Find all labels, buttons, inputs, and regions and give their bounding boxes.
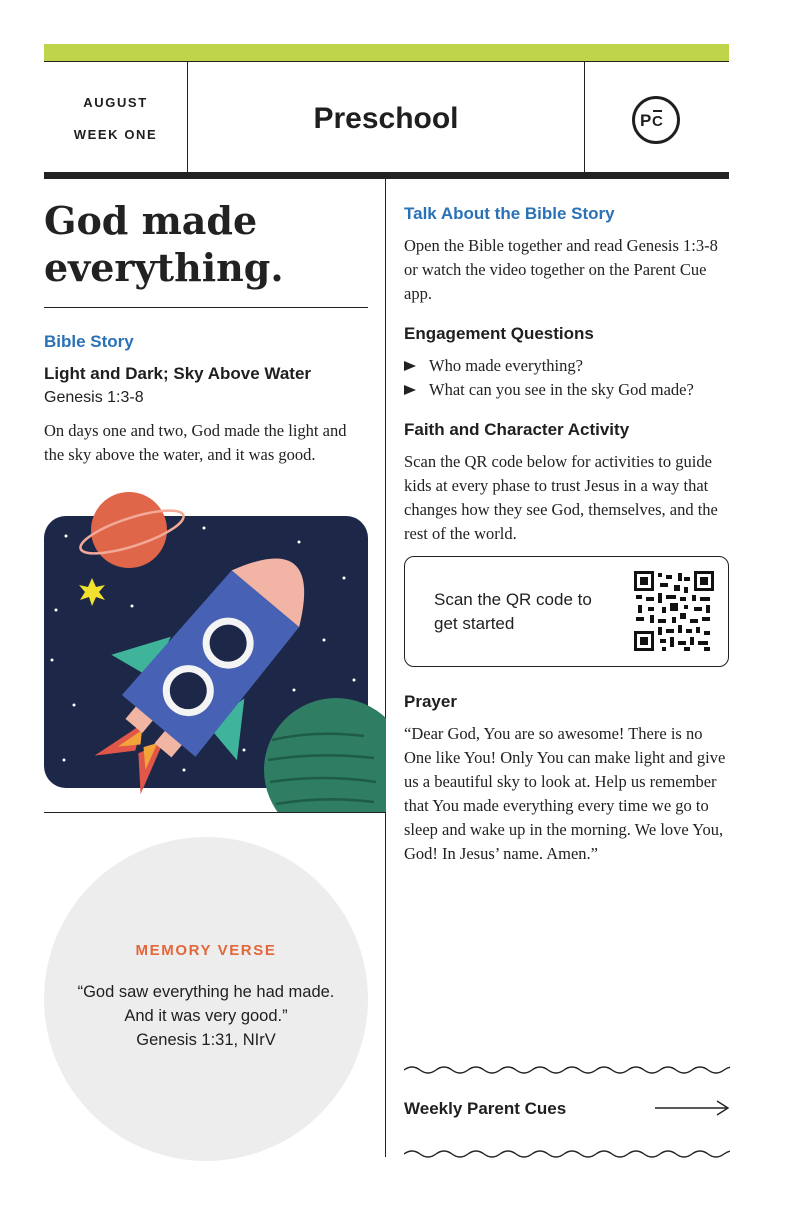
wave-divider-bottom xyxy=(404,1148,730,1160)
wave-divider-top xyxy=(404,1064,730,1076)
header-top-rule xyxy=(44,61,729,62)
talk-heading: Talk About the Bible Story xyxy=(404,204,615,223)
story-title: Light and Dark; Sky Above Water xyxy=(44,364,312,383)
arrow-bullet-icon xyxy=(404,385,416,395)
arrow-bullet-icon xyxy=(404,361,416,371)
memory-verse-text: “God saw everything he had made. And it was very good.” xyxy=(77,983,335,1025)
qr-callout-text: Scan the QR code to get started xyxy=(434,590,592,633)
bible-story-label: Bible Story xyxy=(44,332,134,351)
prayer-heading: Prayer xyxy=(404,692,457,711)
story-text: On days one and two, God made the light and the sky above the water, and it was good. xyxy=(44,421,347,464)
memory-verse-ref: Genesis 1:31, NIrV xyxy=(136,1031,276,1049)
prayer-text: “Dear God, You are so awesome! There is no One like You! Only You can make light and give us a beautiful sky to look at. Help us remember that You made everything every time we go to sleep and wake up in the morning. We love You, God! In Jesus’ name. Amen.” xyxy=(404,724,726,863)
header-bottom-rule xyxy=(44,172,729,179)
story-reference: Genesis 1:3-8 xyxy=(44,389,144,406)
grade-title: Preschool xyxy=(313,102,459,135)
header-divider-right xyxy=(584,61,585,173)
month-label: AUGUST xyxy=(83,95,148,110)
weekly-parent-cues-link[interactable]: Weekly Parent Cues xyxy=(404,1099,567,1118)
memory-verse-label: MEMORY VERSE xyxy=(135,942,277,959)
engagement-questions xyxy=(404,354,734,402)
faith-heading: Faith and Character Activity xyxy=(404,420,630,439)
memory-verse xyxy=(74,980,338,1052)
svg-text:C: C xyxy=(652,113,663,130)
parent-cue-logo xyxy=(632,96,680,144)
talk-text: Open the Bible together and read Genesis 1:3-8 or watch the video together on the Parent Cue app. xyxy=(404,236,718,303)
accent-bar xyxy=(44,44,729,61)
week-label: WEEK ONE xyxy=(73,127,158,142)
left-rule xyxy=(44,812,386,813)
engagement-heading: Engagement Questions xyxy=(404,324,594,343)
list-item: Who made everything? xyxy=(404,354,734,378)
list-item: What can you see in the sky God made? xyxy=(404,378,734,402)
faith-text: Scan the QR code below for activities to guide kids at every phase to trust Jesus in a way that changes how they see God, themselves, and the rest of the world. xyxy=(404,452,718,543)
arrow-right-icon[interactable] xyxy=(655,1100,730,1116)
rocket-illustration xyxy=(44,490,386,812)
qr-code-icon[interactable] xyxy=(634,571,714,651)
page-title: God made everything. xyxy=(44,198,284,290)
title-rule xyxy=(44,307,368,308)
svg-text:P: P xyxy=(640,111,652,130)
